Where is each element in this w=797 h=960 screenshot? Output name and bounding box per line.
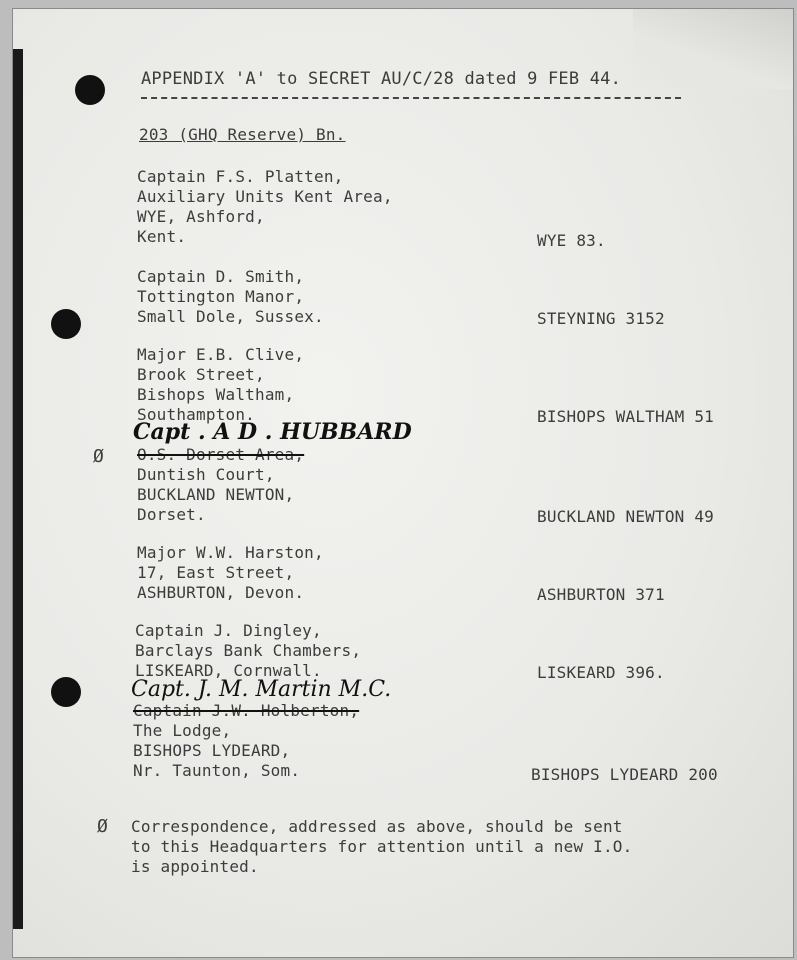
page-fold [633,9,793,89]
entry-line: LISKEARD, Cornwall. [135,661,322,680]
entry-line: Tottington Manor, [137,287,305,306]
footnote-marker: Ø [97,816,109,837]
entry-line: The Lodge, [133,721,232,740]
entry-phone: BISHOPS WALTHAM 51 [537,407,714,426]
struck-text: O.S. Dorset Area, [137,445,305,464]
entry-line: Brook Street, [137,365,265,384]
entry-line: Captain J. Dingley, [135,621,322,640]
entry-line: Barclays Bank Chambers, [135,641,362,660]
entry-line: ASHBURTON, Devon. [137,583,305,602]
entry-line: BISHOPS LYDEARD, [133,741,291,760]
footnote-line: is appointed. [131,857,259,876]
amendment-marker: Ø [93,446,105,467]
entry-line: Captain F.S. Platten, [137,167,344,186]
entry-phone: WYE 83. [537,231,606,250]
scan-edge-shadow [13,49,23,929]
entry-line: Dorset. [137,505,206,524]
punch-hole [75,75,105,105]
entry-phone: LISKEARD 396. [537,663,665,682]
entry-line: 17, East Street, [137,563,295,582]
entry-line: Bishops Waltham, [137,385,295,404]
entry-line: Major E.B. Clive, [137,345,305,364]
struck-text: Captain J.W. Holberton, [133,701,360,720]
entry-phone: ASHBURTON 371 [537,585,665,604]
handwritten-name: Capt . A D . HUBBARD [133,419,412,445]
document-page [12,8,794,958]
footnote-line: Correspondence, addressed as above, should be sent [131,817,623,836]
entry-phone: BISHOPS LYDEARD 200 [531,765,718,784]
punch-hole [51,677,81,707]
entry-line: BUCKLAND NEWTON, [137,485,295,504]
entry-line: Nr. Taunton, Som. [133,761,301,780]
handwritten-name: Capt. J. M. Martin M.C. [131,677,392,702]
punch-hole [51,309,81,339]
entry-line: Duntish Court, [137,465,275,484]
entry-line: Captain D. Smith, [137,267,305,286]
unit-heading: 203 (GHQ Reserve) Bn. [139,125,346,144]
entry-line: Major W.W. Harston, [137,543,324,562]
entry-line: WYE, Ashford, [137,207,265,226]
entry-phone: BUCKLAND NEWTON 49 [537,507,714,526]
entry-line: Southampton. [137,405,255,424]
title-underline [141,97,681,99]
entry-phone: STEYNING 3152 [537,309,665,328]
entry-line: Auxiliary Units Kent Area, [137,187,393,206]
footnote-line: to this Headquarters for attention until a new I.O. [131,837,633,856]
entry-line: Small Dole, Sussex. [137,307,324,326]
entry-line: Kent. [137,227,187,246]
document-title: APPENDIX 'A' to SECRET AU/C/28 dated 9 FEB 44. [141,69,622,89]
